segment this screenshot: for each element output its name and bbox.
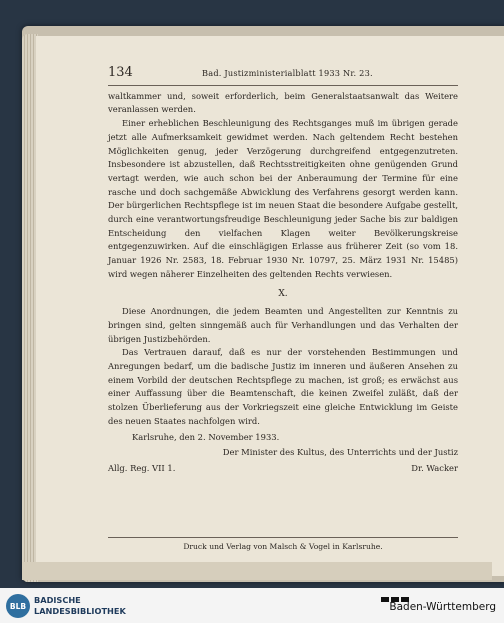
header-title: Bad. Justizministerialblatt 1933 Nr. 23. — [202, 68, 373, 78]
dateline: Karlsruhe, den 2. November 1933. — [132, 431, 280, 442]
minister-line: Der Minister des Kultus, des Unterrichts und der Justiz — [222, 447, 458, 458]
paragraph: Einer erheblichen Beschleunigung des Rechtsganges muß im übrigen gerade jetzt alle Aufmerksamkeit gewidmet werden. Nach geltendem Recht bestehen Möglichkeiten genug, jeder Verzögerung durchgreifend entgegenzutreten. Insbesondere ist abzustellen, daß Rechtsstreitigkeiten ohne genügenden Grund vertagt werden, wie auch schon bei der Anberaumung der Termine für eine rasche und doch sachgemäße Abwicklung des Verfahrens gesorgt werden kann. Der bürgerlichen Rechtspflege ist im neuen Staat die besondere Aufgabe gestellt, durch eine verantwortungsfreudige Beschleunigung jeder Sache bis zur baldigen Entscheidung den vielfachen Klagen weiter Bevölkerungskreise entgegenzuwirken. Auf die einschlägigen Erlasse aus früherer Zeit (so vom 18. Januar 1926 Nr. 2583, 18. Februar 1930 Nr. 10797, 25. März 1931 Nr. 15485) wird wegen näherer Einzelheiten des geltenden Rechts verwiesen. — [108, 118, 458, 279]
printer-footer: Druck und Verlag von Malsch & Vogel in Karlsruhe. — [183, 542, 383, 551]
page-number: 134 — [108, 65, 133, 80]
signature-row — [108, 462, 458, 476]
library-name[interactable] — [34, 595, 126, 617]
reference-number: Allg. Reg. VII 1. — [108, 462, 176, 473]
state-name[interactable]: Baden-Württemberg — [389, 601, 496, 613]
library-name-line1: BADISCHE — [34, 595, 81, 605]
signature: Dr. Wacker — [411, 462, 458, 473]
paragraph: Diese Anordnungen, die jedem Beamten und Angestellten zur Kenntnis zu bringen sind, gelten sinngemäß auch für Verhandlungen und das Verhalten der übrigen Justizbehörden. — [108, 306, 458, 344]
page-header — [108, 66, 458, 81]
header-rule — [108, 85, 458, 86]
section-heading: X. — [278, 288, 288, 299]
footer-rule — [108, 537, 458, 538]
library-name-line2: LANDESBIBLIOTHEK — [34, 606, 126, 616]
page-text — [108, 66, 458, 476]
paragraph: waltkammer und, soweit erforderlich, beim Generalstaatsanwalt das Weitere veranlassen werden. — [108, 90, 458, 115]
blb-logo[interactable]: BLB — [6, 594, 30, 618]
paragraph: Das Vertrauen darauf, daß es nur der vorstehenden Bestimmungen und Anregungen bedarf, um die badische Justiz im inneren und äußeren Ansehen zu einem Vorbild der deutschen Rechtspflege zu machen, ist groß; es erwächst aus einer Auffassung über die Beamtenschaft, die keinen Zweifel zuläßt, daß der stolzen Überlieferung aus der Vorkriegszeit eine gleiche Entwicklung im Geiste des neuen Staates nachfolgen wird. — [108, 347, 458, 426]
book-bottom-edge — [22, 562, 492, 580]
